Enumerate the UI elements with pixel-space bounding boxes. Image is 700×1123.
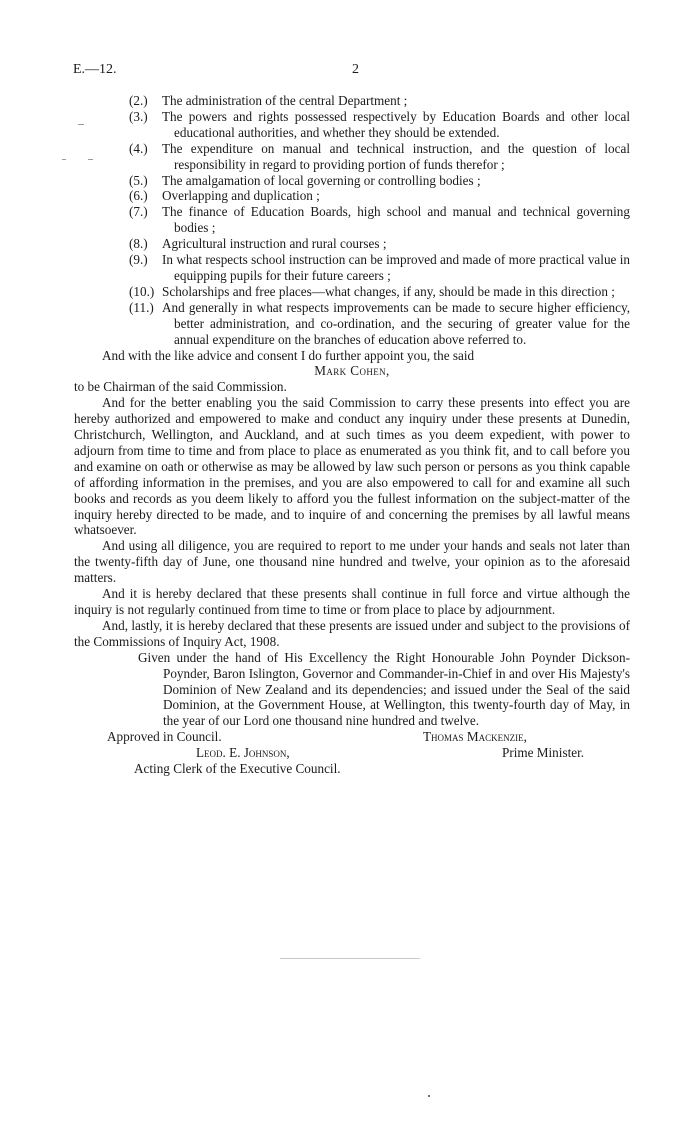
item-number: (5.) xyxy=(129,172,148,188)
item-number: (8.) xyxy=(129,236,148,252)
commission-item xyxy=(129,188,630,204)
paragraph-provisions: And, lastly, it is hereby declared that these presents are issued under and subject to the provisions of the Commissions of Inquiry Act, 1908. xyxy=(74,617,630,649)
item-text: The finance of Education Boards, high school and manual and technical governing bodies ; xyxy=(162,204,630,236)
item-number: (10.) xyxy=(129,283,155,299)
item-text: The powers and rights possessed respectively by Education Boards and other local educational authorities, and whether they should be extended. xyxy=(162,108,630,140)
item-number: (2.) xyxy=(129,93,148,108)
signature-row-1 xyxy=(74,729,630,745)
paragraph-authority: And for the better enabling you the said Commission to carry these presents into effect you are hereby authorized and empowered to make and conduct any inquiry under these presents at Dunedin, Christchurch, Wellington, and Auckland, and at such times as you deem expedient, with power to adjourn from time to time and from place to place as enumerated as you think fit, and to call before you and examine on oath or otherwise as may be allowed by law such person or persons as you think capable of affording information in the premises, and you are also empowered to call for and examine all such books and records as you deem likely to afford you the fullest information on the subject-matter of the inquiry hereby directed to be made, and to inquire of and concerning the premises by all lawful means whatsoever. xyxy=(74,395,630,538)
margin-mark xyxy=(62,159,66,160)
paragraph-continue: And it is hereby declared that these presents shall continue in full force and virtue although the inquiry is not regularly continued from time to time or from place to place by adjournment. xyxy=(74,586,630,617)
item-text: Scholarships and free places—what changes, if any, should be made in this direction ; xyxy=(162,283,615,299)
approved-in-council: Approved in Council. xyxy=(107,729,222,745)
item-number: (6.) xyxy=(129,188,148,204)
signature-row-3 xyxy=(74,761,630,777)
item-text: Agricultural instruction and rural courses ; xyxy=(162,236,387,252)
signature-mackenzie: Thomas Mackenzie, xyxy=(423,729,527,745)
report-code: E.—12. xyxy=(73,62,117,77)
paragraph-report: And using all diligence, you are required to report to me under your hands and seals not later than the twenty-fifth day of June, one thousand nine hundred and twelve, your opinion as to the aforesaid matters. xyxy=(74,538,630,586)
item-number: (9.) xyxy=(129,252,148,268)
item-text: In what respects school instruction can be improved and made of more practical value in equipping pupils for their future careers ; xyxy=(162,252,630,283)
commission-text xyxy=(74,93,630,777)
commission-item xyxy=(129,252,630,284)
item-number: (11.) xyxy=(129,299,154,315)
page-speck xyxy=(428,1095,430,1097)
page-number: 2 xyxy=(352,62,359,77)
commission-item xyxy=(129,284,630,300)
commission-item xyxy=(129,300,630,348)
item-text: The amalgamation of local governing or controlling bodies ; xyxy=(162,172,481,188)
item-text: The expenditure on manual and technical instruction, and the question of local responsibility in regard to providing portion of funds therefor ; xyxy=(162,140,630,172)
item-text: And generally in what respects improvements can be made to secure higher efficiency, better administration, and co-ordination, and the securing of greater value for the annual expenditure on the branches of education above referred to. xyxy=(162,299,630,347)
commission-item xyxy=(129,93,630,109)
prime-minister-title: Prime Minister. xyxy=(502,745,585,761)
commission-item xyxy=(129,173,630,189)
item-number: (4.) xyxy=(129,140,148,156)
acting-clerk-title: Acting Clerk of the Executive Council. xyxy=(134,761,341,777)
commission-item xyxy=(129,141,630,173)
commission-item xyxy=(129,204,630,236)
commission-item xyxy=(129,109,630,141)
item-text: Overlapping and duplication ; xyxy=(162,188,320,204)
commission-items-list xyxy=(74,93,630,348)
commission-item xyxy=(129,236,630,252)
appoint-line: And with the like advice and consent I do further appoint you, the said xyxy=(102,347,475,363)
chairman-line: to be Chairman of the said Commission. xyxy=(74,379,287,395)
signature-row-2 xyxy=(74,745,630,761)
item-number: (7.) xyxy=(129,204,148,220)
signature-johnson: Leod. E. Johnson, xyxy=(196,745,290,761)
given-clause: Given under the hand of His Excellency the Right Honourable John Poynder Dickson-Poynder, Baron Islington, Governor and Commander-in-Chief in and over His Majesty's Dominion of New Zealand and its dependencies; and issued under the Seal of the said Dominion, at the Government House, at Wellington, this twenty-fourth day of May, in the year of our Lord one thousand nine hundred and twelve. xyxy=(138,649,630,729)
chairman-name: Mark Cohen, xyxy=(314,363,390,379)
closing-rule xyxy=(280,958,420,959)
item-number: (3.) xyxy=(129,108,148,124)
item-text: The administration of the central Department ; xyxy=(162,93,408,108)
